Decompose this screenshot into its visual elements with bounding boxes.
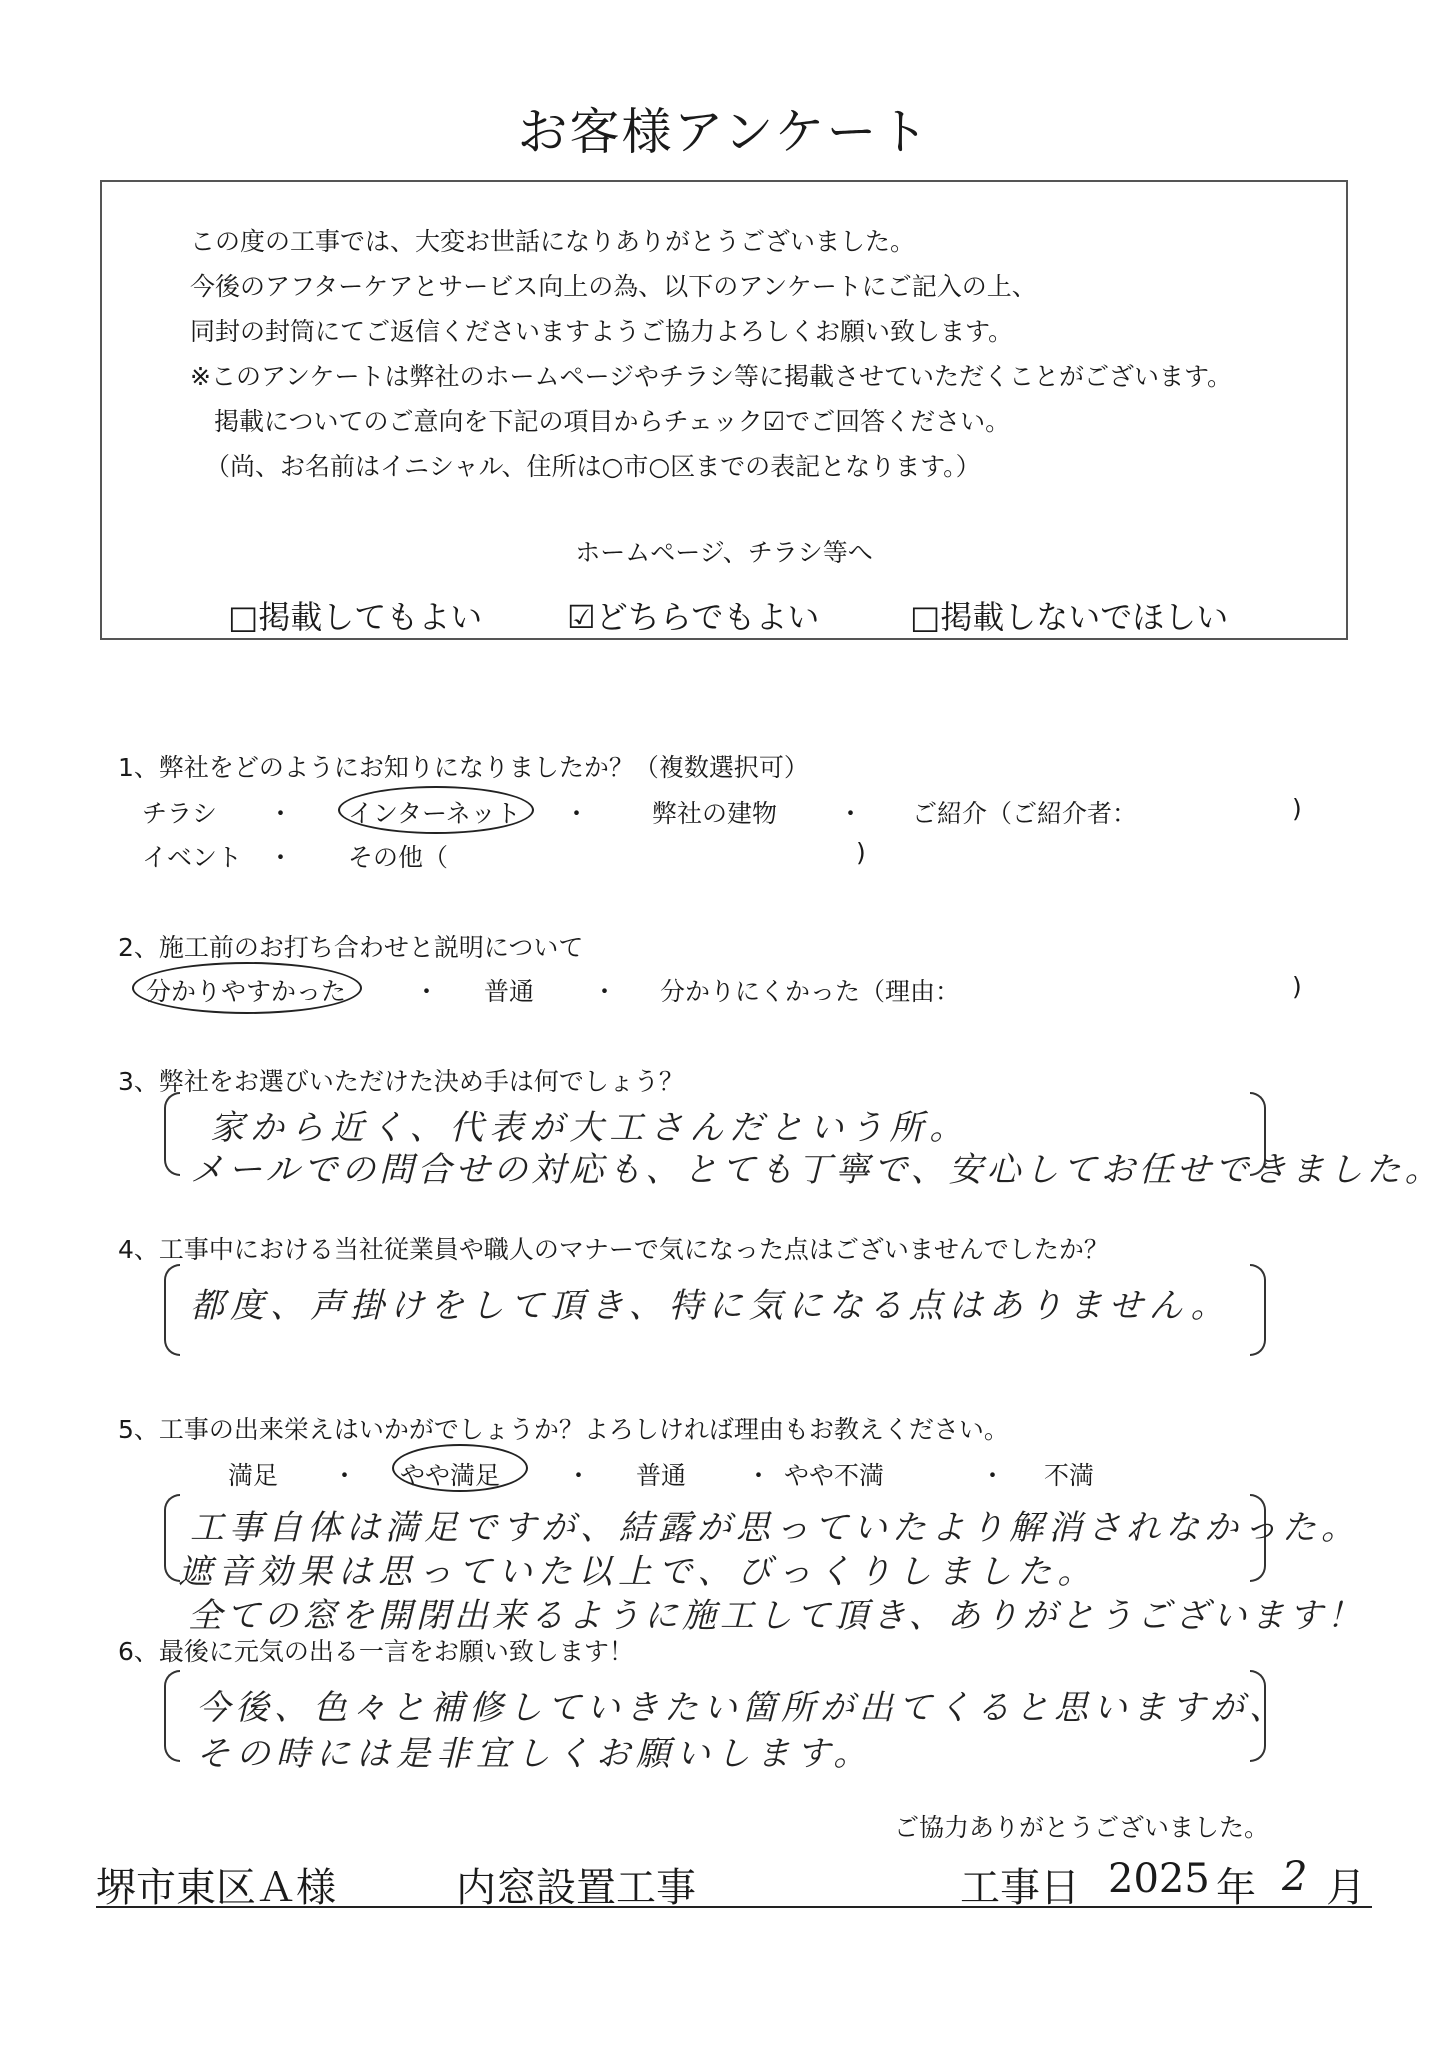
q6-bracket-left xyxy=(164,1670,180,1762)
footer-customer: 堺市東区Ａ様 xyxy=(96,1865,336,1911)
q2-selected-circle xyxy=(132,962,362,1014)
publish-option-either[interactable]: ☑どちらでもよい xyxy=(567,598,820,636)
publish-option-ok[interactable]: □掲載してもよい xyxy=(228,598,483,636)
intro-line-3: 同封の封筒にてご返信くださいますようご協力よろしくお願い致します。 xyxy=(190,317,1014,346)
question-1-label: 1、弊社をどのようにお知りになりましたか？（複数選択可） xyxy=(118,753,809,782)
footer-year-unit: 年 xyxy=(1216,1865,1256,1911)
question-3-label: 3、弊社をお選びいただけた決め手は何でしょう？ xyxy=(118,1067,684,1096)
q5-option-normal[interactable]: 普通 xyxy=(636,1461,687,1490)
intro-line-5: 掲載についてのご意向を下記の項目からチェック☑でご回答ください。 xyxy=(214,407,1011,436)
publish-heading: ホームページ、チラシ等へ xyxy=(575,538,873,567)
q5-option-satisfied[interactable]: 満足 xyxy=(228,1461,279,1490)
q5-option-somewhat-satisfied[interactable]: やや満足 xyxy=(400,1461,501,1490)
q1-selected-circle xyxy=(338,786,534,834)
q1-sep-1: ・ xyxy=(268,799,294,828)
footer-project: 内窓設置工事 xyxy=(456,1865,696,1911)
footer-month-unit: 月 xyxy=(1326,1865,1366,1911)
q2-option-unclear[interactable]: 分かりにくかった（理由： xyxy=(660,977,961,1006)
q4-bracket-right xyxy=(1250,1264,1266,1356)
q1-option-other[interactable]: その他（ xyxy=(348,843,449,872)
q1-sep-2: ・ xyxy=(564,799,590,828)
q2-option-clear[interactable]: 分かりやすかった xyxy=(146,977,347,1006)
q5-sep-2: ・ xyxy=(566,1461,592,1490)
q4-answer-line-1: 都度、声掛けをして頂き、特に気になる点はありません。 xyxy=(190,1286,1231,1326)
q1-option-building[interactable]: 弊社の建物 xyxy=(652,799,778,828)
q1-option-internet[interactable]: インターネット xyxy=(348,799,521,828)
q2-sep-1: ・ xyxy=(414,977,440,1006)
q5-selected-circle xyxy=(392,1444,528,1492)
intro-line-2: 今後のアフターケアとサービス向上の為、以下のアンケートにご記入の上、 xyxy=(190,272,1037,301)
question-6-label: 6、最後に元気の出る一言をお願い致します！ xyxy=(118,1637,634,1666)
q2-sep-2: ・ xyxy=(592,977,618,1006)
q1-sep-3: ・ xyxy=(838,799,864,828)
question-2-label: 2、施工前のお打ち合わせと説明について xyxy=(118,933,584,962)
q5-option-unsatisfied[interactable]: 不満 xyxy=(1044,1461,1095,1490)
q4-bracket-left xyxy=(164,1264,180,1356)
q3-answer-line-1: 家から近く、代表が大工さんだという所。 xyxy=(210,1108,970,1148)
q5-answer-line-3: 全ての窓を開閉出来るように施工して頂き、ありがとうございます！ xyxy=(188,1596,1365,1636)
q1-referral-close: ) xyxy=(1292,794,1302,823)
q1-option-referral[interactable]: ご紹介（ご紹介者： xyxy=(912,799,1138,828)
q5-sep-4: ・ xyxy=(980,1461,1006,1490)
q1-sep-4: ・ xyxy=(268,843,294,872)
intro-line-4: ※このアンケートは弊社のホームページやチラシ等に掲載させていただくことがございます。 xyxy=(190,362,1232,391)
q2-reason-close: ) xyxy=(1292,972,1302,1001)
q6-answer-line-2: その時には是非宜しくお願いします。 xyxy=(196,1734,874,1774)
q1-option-flyer[interactable]: チラシ xyxy=(142,799,218,828)
q5-answer-line-2: 遮音効果は思っていた以上で、びっくりしました。 xyxy=(178,1552,1098,1592)
q3-answer-line-2: メールでの問合せの対応も、とても丁寧で、安心してお任せできました。 xyxy=(190,1150,1443,1190)
footer-month: 2 xyxy=(1282,1854,1308,1900)
q6-answer-line-1: 今後、色々と補修していきたい箇所が出てくると思いますが、 xyxy=(196,1688,1288,1728)
publish-option-no[interactable]: □掲載しないでほしい xyxy=(910,598,1229,636)
footer-underline xyxy=(96,1906,1372,1908)
q5-option-somewhat-unsatisfied[interactable]: やや不満 xyxy=(784,1461,885,1490)
q1-option-event[interactable]: イベント xyxy=(142,843,243,872)
question-5-label: 5、工事の出来栄えはいかがでしょうか？よろしければ理由もお教えください。 xyxy=(118,1415,1009,1444)
q1-other-close: ) xyxy=(856,838,866,867)
question-4-label: 4、工事中における当社従業員や職人のマナーで気になった点はございませんでしたか？ xyxy=(118,1235,1109,1264)
q3-bracket-left xyxy=(164,1092,180,1176)
q5-sep-3: ・ xyxy=(746,1461,772,1490)
q2-option-normal[interactable]: 普通 xyxy=(484,977,535,1006)
footer-date-label: 工事日 xyxy=(960,1865,1080,1911)
q5-sep-1: ・ xyxy=(332,1461,358,1490)
q5-answer-line-1: 工事自体は満足ですが、結露が思っていたより解消されなかった。 xyxy=(190,1508,1360,1548)
page-title: お客様アンケート xyxy=(517,103,931,161)
footer-year: 2025 xyxy=(1108,1856,1210,1902)
intro-line-6: （尚、お名前はイニシャル、住所は○市○区までの表記となります。） xyxy=(205,452,981,481)
intro-line-1: この度の工事では、大変お世話になりありがとうございました。 xyxy=(190,227,916,256)
closing-thanks: ご協力ありがとうございました。 xyxy=(894,1813,1270,1842)
